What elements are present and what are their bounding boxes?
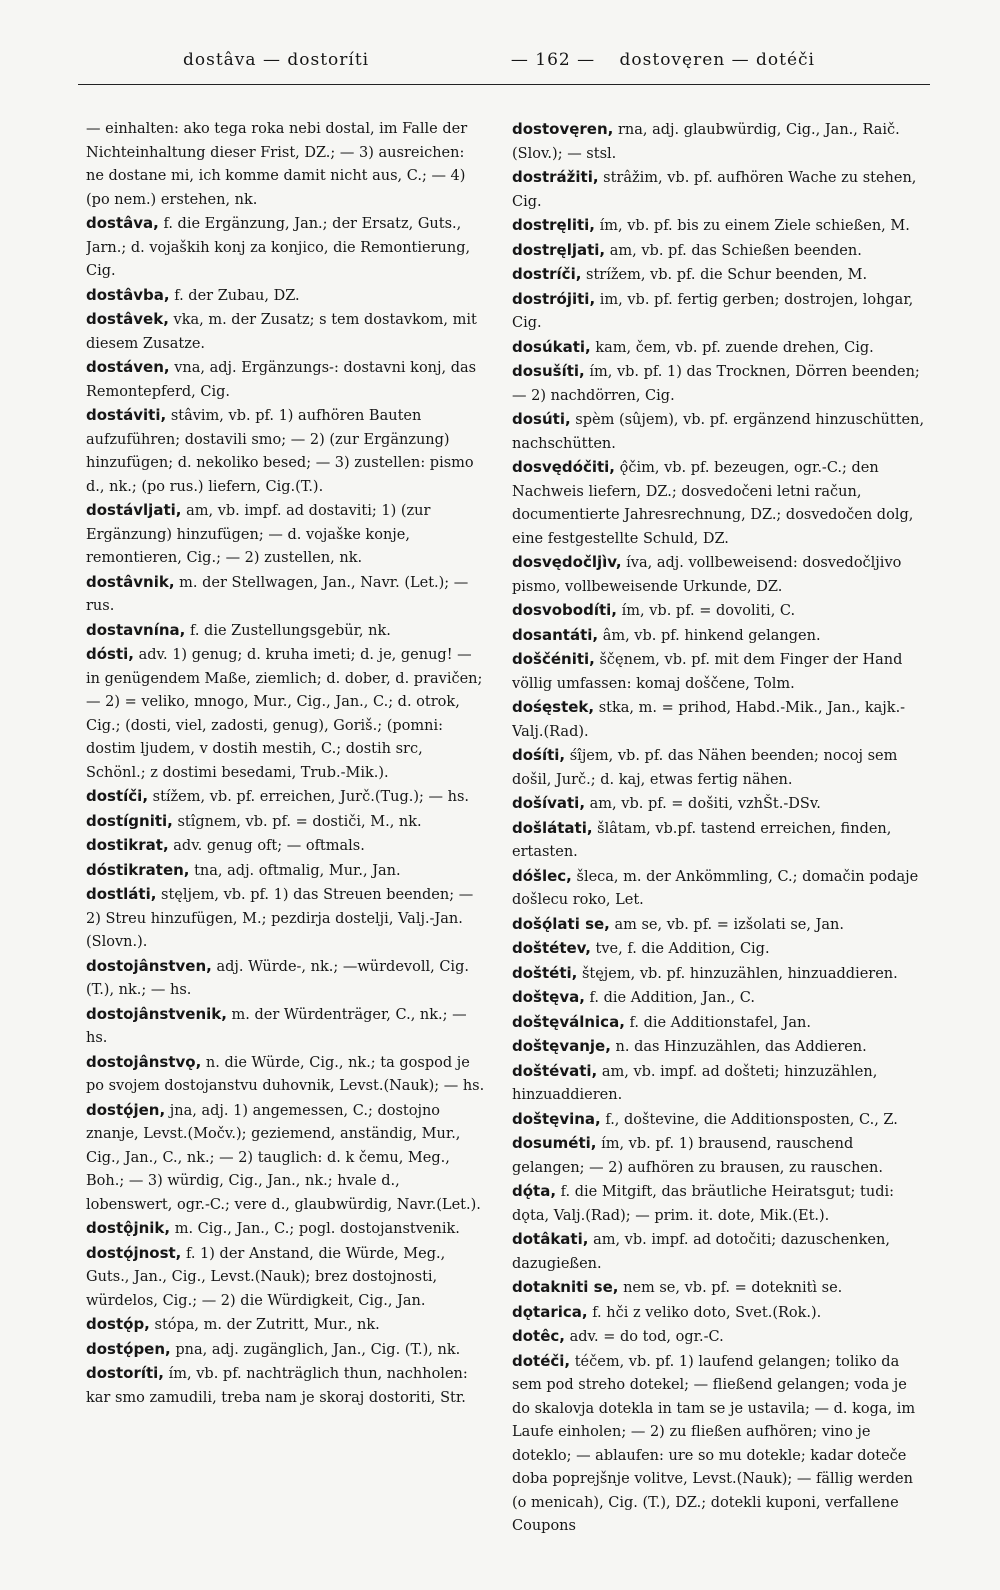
entry-headword: dostáven, [86,358,170,376]
entry-definition: ím, vb. pf. nachträglich thun, nachholen: kar smo zamudili, treba nam je skoraj dostoriti, Str. [86,1366,468,1406]
entry-definition: nem se, vb. pf. = doteknitì se. [623,1280,843,1296]
dictionary-entry [86,785,486,810]
entry-headword: dostavnína, [86,620,186,639]
entry-definition: am se, vb. pf. = izšolati se, Jan. [614,916,844,933]
dictionary-entry [86,284,486,309]
dictionary-entry [86,499,486,571]
entry-definition: adv. 1) genug; d. kruha imeti; d. je, genug! — in genügendem Maße, ziemlich; d. dober, d. pravičen; — 2) = veliko, mnogo, Mur., Cig., Jan., C.; d. otrok, Cig.; (dosti, viel, zadosti, genug), Goriš.; (pomni: dostim ljudem, v dostih mestih, C.; dostih src, Schönl.; z dostimi besedami, Trub.-Mik.). [86,647,483,781]
entry-headword: dostǫ́pen, [86,1339,171,1358]
entry-definition: f. die Mitgift, das bräutliche Heiratsgut; tudi: dǫta, Valj.(Rad); — prim. it. dote, Mik.(Et.). [512,1184,895,1224]
entry-headword: dósti, [86,645,134,663]
dictionary-entry [512,1228,926,1276]
entry-headword: došlátati, [512,818,593,837]
entry-headword: dosuméti, [512,1134,597,1152]
entry-headword: dosušíti, [512,362,585,380]
entry-definition: am, vb. impf. ad došteti; hinzuzählen, hinzuaddieren. [512,1063,878,1103]
page-header [78,50,930,74]
entry-definition: stópa, m. der Zutritt, Mur., nk. [154,1317,380,1333]
entry-definition: ím, vb. pf. 1) brausend, rauschend gelangen; — 2) aufhören zu brausen, zu rauschen. [512,1136,883,1176]
entry-definition: am, vb. pf. das Schießen beenden. [609,242,862,259]
entry-definition: n. die Würde, Cig., nk.; ta gospod je po svojem dostojanstvu duhovnik, Levst.(Nauk); — hs. [86,1054,485,1094]
dictionary-entry [86,404,486,499]
entry-headword: dostâva, [86,214,159,232]
entry-headword: dostrážiti, [512,168,599,186]
entry-definition: — einhalten: ako tega roka nebi dostal, im Falle der Nichteinhaltung dieser Frist, DZ.; — 3) ausreichen: ne dostane mi, ich komme damit nicht aus, C.; — 4) (po nem.) erstehen, nk. [86,121,468,208]
entry-headword: dostojânstven, [86,956,212,975]
entry-definition: adv. genug oft; — oftmals. [173,838,365,854]
entry-definition: am, vb. impf. ad dotočiti; dazuschenken, dazugießen. [512,1232,890,1272]
dictionary-entry [512,408,926,456]
dictionary-entry [86,859,486,884]
dictionary-entry [86,1099,486,1218]
dictionary-entry [512,1035,926,1060]
dictionary-entry [512,1350,926,1539]
dictionary-entry [86,1003,486,1051]
dictionary-entry [512,599,926,624]
dictionary-entry [86,212,486,284]
entry-headword: dostǫ́p, [86,1315,150,1333]
entry-definition: stka, m. = prihod, Habd.-Mik., Jan., kajk.-Valj.(Rad). [512,700,906,740]
header-rule [78,84,930,85]
dictionary-entry [512,1060,926,1108]
entry-definition: šlâtam, vb.pf. tastend erreichen, finden, ertasten. [512,820,892,860]
entry-headword: dostrójiti, [512,289,596,308]
entry-headword: dostoríti, [86,1364,164,1382]
entry-headword: dotâkati, [512,1230,589,1248]
entry-headword: došívati, [512,794,586,812]
dictionary-entry [512,456,926,551]
entry-headword: dosvobodíti, [512,601,617,619]
entry-headword: dosantáti, [512,625,599,644]
dictionary-entry [512,288,926,336]
entry-headword: dostikrat, [86,836,169,854]
dictionary-entry [512,336,926,361]
dictionary-entry [512,1276,926,1301]
entry-definition: vka, m. der Zusatz; s tem dostavkom, mit diesem Zusatze. [86,312,477,352]
dictionary-entry [86,1338,486,1363]
entry-headword: dostáviti, [86,406,167,424]
dictionary-entry [86,1242,486,1314]
dictionary-entry [512,744,926,792]
entry-definition: šleca, m. der Ankömmling, C.; domačin podaje došlecu roko, Let. [512,868,919,908]
dictionary-entry [512,937,926,962]
entry-definition: íva, adj. vollbeweisend: dosvedočljivo pismo, vollbeweisende Urkunde, DZ. [512,555,902,595]
entry-definition: ščęnem, vb. pf. mit dem Finger der Hand völlig umfassen: komaj doščene, Tolm. [512,652,903,692]
entry-definition: pna, adj. zugänglich, Jan., Cig. (T.), nk. [175,1341,461,1358]
entry-headword: dostręliti, [512,216,596,234]
dictionary-entry [512,986,926,1011]
dictionary-entry [512,696,926,744]
dictionary-entry [86,1051,486,1099]
entry-definition: f. die Ergänzung, Jan.; der Ersatz, Guts., Jarn.; d. vojaških konj za konjico, die Remontierung, Cig. [86,216,471,279]
entry-headword: došǫ́lati se, [512,914,610,933]
entry-headword: dosvędóčiti, [512,458,616,476]
entry-headword: dostręljati, [512,240,606,259]
entry-definition: štęjem, vb. pf. hinzuzählen, hinzuaddieren. [581,965,898,982]
entry-headword: dostígniti, [86,811,173,830]
entry-headword: dotakniti se, [512,1278,619,1296]
entry-headword: doštéti, [512,963,578,982]
dictionary-entry [512,1180,926,1228]
dictionary-entry [86,118,486,212]
dictionary-entry [512,551,926,599]
entry-definition: stęljem, vb. pf. 1) das Streuen beenden; — 2) Streu hinzufügen, M.; pezdirja dostelji, Valj.-Jan.(Slovn.). [86,887,474,950]
entry-definition: ím, vb. pf. 1) das Trocknen, Dörren beenden; — 2) nachdörren, Cig. [512,364,920,404]
entry-headword: dostojânstvenik, [86,1004,227,1023]
entry-headword: doštęvina, [512,1109,601,1128]
entry-definition: ím, vb. pf. bis zu einem Ziele schießen, M. [599,218,910,234]
entry-definition: ǫ̂čim, vb. pf. bezeugen, ogr.-C.; den Nachweis liefern, DZ.; dosvedočeni letni račun, documentierte Jahresrechnung, DZ.; dosvedočen dolg, eine festgestellte Schuld, DZ. [512,460,914,547]
entry-definition: f., doštevine, die Additionsposten, C., Z. [605,1111,898,1128]
entry-headword: doštęvanje, [512,1037,611,1055]
entry-headword: dostláti, [86,885,157,903]
entry-headword: doštétev, [512,939,591,957]
dictionary-entry [86,308,486,356]
entry-headword: dóstikraten, [86,860,190,879]
dictionary-entry [86,571,486,619]
entry-definition: f. der Zubau, DZ. [174,287,300,304]
entry-headword: dóšlec, [512,866,572,885]
entry-definition: adj. Würde-, nk.; —würdevoll, Cig.(T.), nk.; — hs. [86,958,469,998]
dictionary-entry [512,913,926,938]
entry-definition: m. Cig., Jan., C.; pogl. dostojanstvenik. [174,1221,460,1237]
dictionary-entry [512,1011,926,1036]
dictionary-entry [512,1301,926,1326]
entry-definition: vna, adj. Ergänzungs-: dostavni konj, das Remontepferd, Cig. [86,360,477,400]
running-head-left: dostâva — dostoríti [183,50,370,70]
page-number: — 162 — [510,50,596,70]
dictionary-entry [86,356,486,404]
dictionary-entry [86,1362,486,1410]
entry-headword: dosúti, [512,410,571,428]
entry-definition: rna, adj. glaubwürdig, Cig., Jan., Raič.(Slov.); — stsl. [512,122,900,162]
entry-definition: strâžim, vb. pf. aufhören Wache zu stehen, Cig. [512,170,917,210]
entry-definition: jna, adj. 1) angemessen, C.; dostojno znanje, Levst.(Močv.); geziemend, anständig, Mur., Cig., Jan., C., nk.; — 2) tauglich: d. k čemu, Meg., Boh.; — 3) würdig, Cig., Jan., nk.; hvale d., lobenswert, ogr.-C.; vere d., glaubwürdig, Navr.(Let.). [86,1102,481,1213]
entry-headword: dostâvba, [86,285,170,304]
entry-headword: dotéči, [512,1351,571,1370]
entry-headword: dostâvek, [86,310,169,328]
dictionary-entry [512,624,926,649]
entry-definition: téčem, vb. pf. 1) laufend gelangen; toliko da sem pod streho dotekel; — fließend gelangen; voda je do skalovja dotekla in tam se je ustavila; — d. koga, im Laufe einholen; — 2) zu fließen aufhören; vino je doteklo; — ablaufen: ure so mu dotekle; kadar doteče doba poprejšnje volitve, Levst.(Nauk); — fällig werden (o menicah), Cig. (T.), DZ.; dotekli kuponi, verfallene Coupons [512,1353,916,1534]
entry-headword: dostojânstvǫ, [86,1052,202,1071]
entry-definition: tve, f. die Addition, Cig. [595,941,770,957]
entry-headword: dǫ́ta, [512,1182,557,1200]
running-head-right: dostovęren — dotéči [619,50,815,70]
entry-headword: dośęstek, [512,698,595,716]
entry-definition: f. 1) der Anstand, die Würde, Meg., Guts., Jan., Cig., Levst.(Nauk); brez dostojnosti, würdelos, Cig.; — 2) die Würdigkeit, Cig., Jan. [86,1245,446,1309]
entry-definition: stâvim, vb. pf. 1) aufhören Bauten aufzuführen; dostavili smo; — 2) (zur Ergänzung) hinzufügen; d. nekoliko besed; — 3) zustellen: pismo d., nk.; (po rus.) liefern, Cig.(T.). [86,408,474,495]
entry-definition: kam, čem, vb. pf. zuende drehen, Cig. [595,339,874,356]
dictionary-entry [512,263,926,288]
entry-headword: dostávljati, [86,501,182,519]
entry-definition: adv. = do tod, ogr.-C. [569,1329,724,1345]
dictionary-entry [512,792,926,817]
entry-definition: f. die Addition, Jan., C. [589,990,755,1006]
dictionary-entry [512,1108,926,1133]
entry-headword: dostǫ́jnost, [86,1243,182,1262]
right-column [512,118,926,1558]
dictionary-entry [512,865,926,913]
entry-headword: dosúkati, [512,337,591,356]
entry-definition: spèm (sûjem), vb. pf. ergänzend hinzuschütten, nachschütten. [512,412,925,452]
dictionary-entry [512,1325,926,1350]
entry-definition: stížem, vb. pf. erreichen, Jurč.(Tug.); — hs. [152,789,470,805]
dictionary-entry [512,648,926,696]
dictionary-entry [86,955,486,1003]
entry-headword: dostǫ̂jnik, [86,1219,171,1237]
entry-definition: śîjem, vb. pf. das Nähen beenden; nocoj sem došil, Jurč.; d. kaj, etwas fertig nähen. [512,748,898,788]
entry-headword: doštęva, [512,988,585,1006]
entry-headword: doščéniti, [512,650,595,668]
dictionary-entry [86,883,486,955]
dictionary-entry [512,214,926,239]
entry-definition: strížem, vb. pf. die Schur beenden, M. [586,267,868,283]
dictionary-entry [512,1132,926,1180]
entry-headword: doštęválnica, [512,1012,625,1031]
entry-definition: ím, vb. pf. = dovoliti, C. [621,603,796,619]
entry-definition: im, vb. pf. fertig gerben; dostrojen, lohgar, Cig. [512,291,914,331]
entry-definition: m. der Würdenträger, C., nk.; — hs. [86,1006,467,1046]
dictionary-entry [512,239,926,264]
dictionary-entry [512,817,926,865]
entry-definition: m. der Stellwagen, Jan., Navr. (Let.); — rus. [86,574,469,614]
entry-definition: tna, adj. oftmalig, Mur., Jan. [194,862,401,879]
dictionary-entry [512,166,926,214]
dictionary-entry [86,1217,486,1242]
entry-definition: stîgnem, vb. pf. = dostiči, M., nk. [177,813,422,830]
dictionary-entry [86,1313,486,1338]
dictionary-entry [86,810,486,835]
dictionary-entry [86,834,486,859]
entry-definition: f. hči z veliko doto, Svet.(Rok.). [592,1304,822,1321]
entry-definition: am, vb. pf. = došiti, vzhŠt.-DSv. [589,796,821,812]
entry-headword: dǫtarica, [512,1302,588,1321]
entry-headword: dostríči, [512,265,582,283]
entry-headword: dośíti, [512,746,566,764]
dictionary-entry [512,360,926,408]
entry-headword: dostǫ́jen, [86,1100,166,1119]
dictionary-entry [86,619,486,644]
entry-headword: dostíči, [86,787,149,805]
entry-headword: dosvędočljìv, [512,553,622,571]
entry-definition: n. das Hinzuzählen, das Addieren. [615,1039,867,1055]
entry-definition: âm, vb. pf. hinkend gelangen. [602,627,821,644]
entry-headword: dostovęren, [512,120,614,138]
entry-definition: f. die Zustellungsgebür, nk. [189,622,391,639]
entry-headword: doštévati, [512,1061,598,1080]
entry-headword: dotêc, [512,1327,565,1345]
left-column [86,118,486,1558]
dictionary-entry [86,643,486,785]
dictionary-entry [512,118,926,166]
entry-definition: f. die Additionstafel, Jan. [629,1014,812,1031]
entry-headword: dostâvnik, [86,572,175,591]
entry-definition: am, vb. impf. ad dostaviti; 1) (zur Ergänzung) hinzufügen; — d. vojaške konje, remontieren, Cig.; — 2) zustellen, nk. [86,503,431,566]
dictionary-entry [512,962,926,987]
